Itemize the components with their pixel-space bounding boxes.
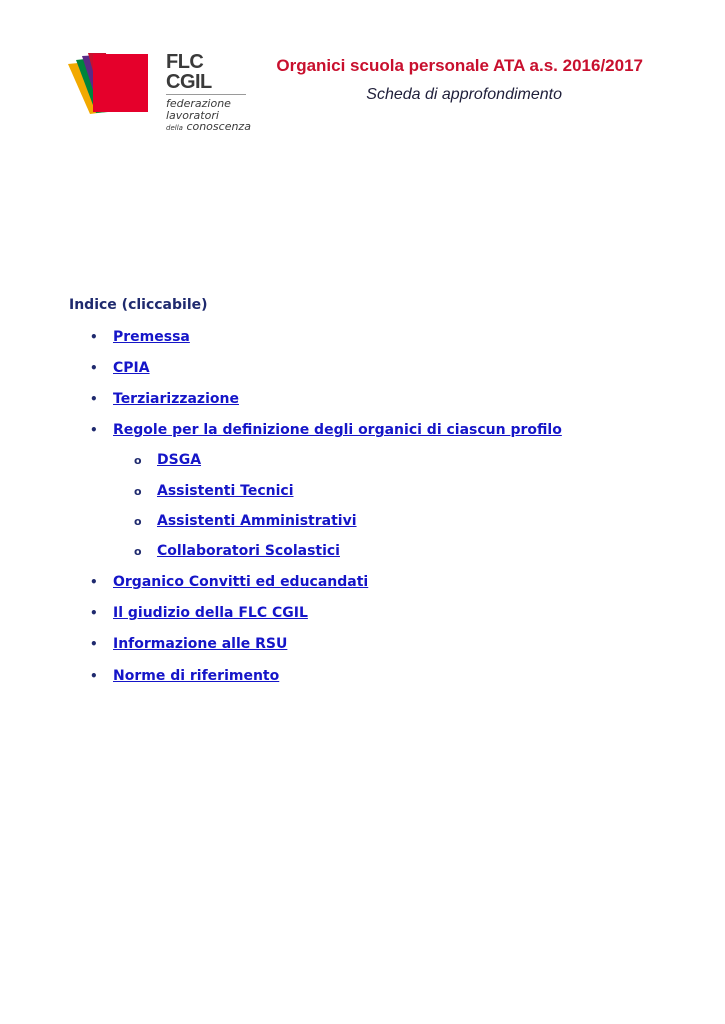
document-title: Organici scuola personale ATA a.s. 2016/2017: [276, 56, 643, 75]
toc-link-terziarizzazione[interactable]: Terziarizzazione: [113, 391, 239, 407]
toc-item-premessa: [90, 329, 190, 345]
toc-link-assistenti-amministrativi[interactable]: Assistenti Amministrativi: [157, 513, 357, 529]
toc-item-informazione-rsu: [90, 636, 287, 652]
toc-link-cpia[interactable]: CPIA: [113, 360, 150, 376]
bullet-icon: •: [90, 423, 98, 437]
logo-line-2: lavoratori: [166, 108, 219, 122]
toc-link-assistenti-tecnici[interactable]: Assistenti Tecnici: [157, 483, 294, 499]
toc-subitem-collaboratori-scolastici: [134, 543, 340, 559]
bullet-icon: •: [90, 330, 98, 344]
bullet-icon: •: [90, 669, 98, 683]
circle-bullet-icon: o: [134, 454, 142, 467]
logo-line-1: federazione: [166, 97, 231, 110]
bullet-icon: •: [90, 361, 98, 375]
toc-link-informazione-rsu[interactable]: Informazione alle RSU: [113, 636, 288, 652]
toc-link-regole[interactable]: Regole per la definizione degli organici di ciascun profilo: [113, 422, 562, 438]
bullet-icon: •: [90, 637, 98, 651]
logo-line-3-small: della: [166, 124, 183, 132]
bullet-icon: •: [90, 575, 98, 589]
toc-subitem-assistenti-amministrativi: [134, 513, 357, 529]
toc-item-norme: [90, 668, 279, 684]
circle-bullet-icon: o: [134, 485, 142, 498]
document-subtitle: Scheda di approfondimento: [366, 86, 562, 103]
toc-item-terziarizzazione: [90, 391, 239, 407]
toc-subitem-dsga: [134, 452, 201, 468]
logo-brand: FLC CGIL: [166, 52, 246, 95]
toc-link-collaboratori-scolastici[interactable]: Collaboratori Scolastici: [157, 543, 340, 559]
logo-tagline: [166, 98, 251, 135]
toc-item-organico-convitti: [90, 574, 368, 590]
toc-item-regole: [90, 422, 562, 438]
toc-subitem-assistenti-tecnici: [134, 483, 294, 499]
logo-pages-icon: [68, 52, 163, 116]
bullet-icon: •: [90, 392, 98, 406]
toc-heading: Indice (cliccabile): [69, 297, 208, 313]
toc-link-organico-convitti[interactable]: Organico Convitti ed educandati: [113, 574, 369, 590]
toc-link-premessa[interactable]: Premessa: [113, 329, 190, 345]
logo-line-3-main: conoscenza: [186, 120, 251, 133]
toc-item-giudizio: [90, 605, 308, 621]
toc-item-cpia: [90, 360, 150, 376]
circle-bullet-icon: o: [134, 515, 142, 528]
bullet-icon: •: [90, 606, 98, 620]
toc-link-giudizio[interactable]: Il giudizio della FLC CGIL: [113, 605, 308, 621]
toc-link-norme[interactable]: Norme di riferimento: [113, 668, 280, 684]
circle-bullet-icon: o: [134, 545, 142, 558]
toc-link-dsga[interactable]: DSGA: [157, 452, 202, 468]
logo-wordmark: [166, 52, 251, 135]
logo-line-3: [166, 121, 251, 135]
flc-cgil-logo: [68, 51, 253, 133]
